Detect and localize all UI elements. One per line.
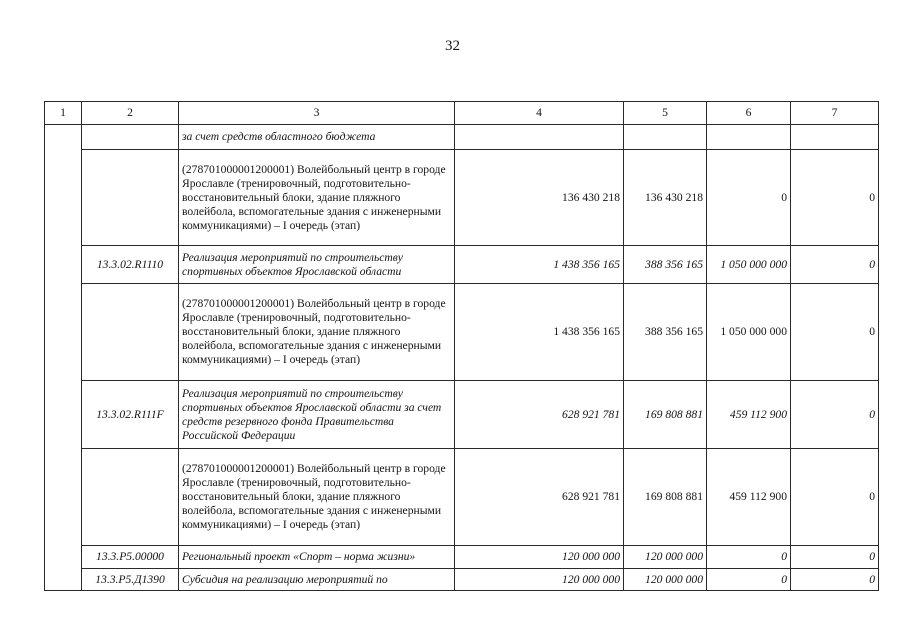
row-name: Реализация мероприятий по строительству спортивных объектов Ярославской области — [179, 246, 455, 284]
table-row — [45, 569, 879, 591]
row-value-col4: 1 438 356 165 — [455, 284, 624, 381]
row-value-col4: 628 921 781 — [455, 449, 624, 546]
row-value-col6 — [707, 125, 791, 150]
row-code: 13.3.02.R1110 — [82, 246, 179, 284]
row-code — [82, 284, 179, 381]
row-value-col6: 0 — [707, 546, 791, 569]
row-value-col7: 0 — [791, 569, 879, 591]
table-row — [45, 449, 879, 546]
row-code: 13.3.02.R111F — [82, 381, 179, 449]
row-value-col4: 136 430 218 — [455, 150, 624, 246]
row-value-col4: 120 000 000 — [455, 546, 624, 569]
row-value-col5: 388 356 165 — [624, 246, 707, 284]
header-row — [45, 102, 879, 125]
row-value-col7: 0 — [791, 449, 879, 546]
row-name: Региональный проект «Спорт – норма жизни» — [179, 546, 455, 569]
row-value-col6: 1 050 000 000 — [707, 284, 791, 381]
row-code — [82, 150, 179, 246]
row-name: Реализация мероприятий по строительству спортивных объектов Ярославской области за счет средств резервного фонда Правительства Российской Федерации — [179, 381, 455, 449]
table-row — [45, 150, 879, 246]
row-value-col4: 628 921 781 — [455, 381, 624, 449]
row-value-col5: 120 000 000 — [624, 546, 707, 569]
header-cell-5: 5 — [624, 102, 707, 125]
row-value-col5: 136 430 218 — [624, 150, 707, 246]
row-value-col7: 0 — [791, 546, 879, 569]
row-value-col7: 0 — [791, 381, 879, 449]
row-name: (278701000001200001) Волейбольный центр в городе Ярославле (тренировочный, подготовительно-восстановительный блоки, здание пляжного волейбола, вспомогательные здания с инженерными коммуникациями) – I очередь (этап) — [179, 150, 455, 246]
row-value-col5: 120 000 000 — [624, 569, 707, 591]
row-value-col4: 120 000 000 — [455, 569, 624, 591]
page-number: 32 — [445, 38, 460, 54]
row-code: 13.3.P5.00000 — [82, 546, 179, 569]
table-row — [45, 125, 879, 150]
row-value-col5: 388 356 165 — [624, 284, 707, 381]
row-value-col5 — [624, 125, 707, 150]
row-code — [82, 449, 179, 546]
budget-table — [44, 101, 879, 591]
row-value-col4 — [455, 125, 624, 150]
header-cell-6: 6 — [707, 102, 791, 125]
row-name: (278701000001200001) Волейбольный центр в городе Ярославле (тренировочный, подготовительно-восстановительный блоки, здание пляжного волейбола, вспомогательные здания с инженерными коммуникациями) – I очередь (этап) — [179, 449, 455, 546]
row-value-col6: 0 — [707, 150, 791, 246]
header-cell-3: 3 — [179, 102, 455, 125]
table-row — [45, 546, 879, 569]
row-value-col5: 169 808 881 — [624, 449, 707, 546]
column-1-cell — [45, 125, 82, 591]
row-value-col7: 0 — [791, 150, 879, 246]
row-value-col7: 0 — [791, 246, 879, 284]
table-row — [45, 284, 879, 381]
row-value-col4: 1 438 356 165 — [455, 246, 624, 284]
row-name: (278701000001200001) Волейбольный центр в городе Ярославле (тренировочный, подготовительно-восстановительный блоки, здание пляжного волейбола, вспомогательные здания с инженерными коммуникациями) – I очередь (этап) — [179, 284, 455, 381]
row-value-col6: 0 — [707, 569, 791, 591]
header-cell-2: 2 — [82, 102, 179, 125]
row-value-col5: 169 808 881 — [624, 381, 707, 449]
table-row — [45, 381, 879, 449]
header-cell-7: 7 — [791, 102, 879, 125]
row-value-col6: 459 112 900 — [707, 381, 791, 449]
row-code — [82, 125, 179, 150]
table-row — [45, 246, 879, 284]
row-name: Субсидия на реализацию мероприятий по — [179, 569, 455, 591]
row-name: за счет средств областного бюджета — [179, 125, 455, 150]
row-value-col7: 0 — [791, 284, 879, 381]
row-value-col6: 1 050 000 000 — [707, 246, 791, 284]
row-value-col6: 459 112 900 — [707, 449, 791, 546]
header-cell-4: 4 — [455, 102, 624, 125]
row-code: 13.3.P5.Д1390 — [82, 569, 179, 591]
header-cell-1: 1 — [45, 102, 82, 125]
row-value-col7 — [791, 125, 879, 150]
